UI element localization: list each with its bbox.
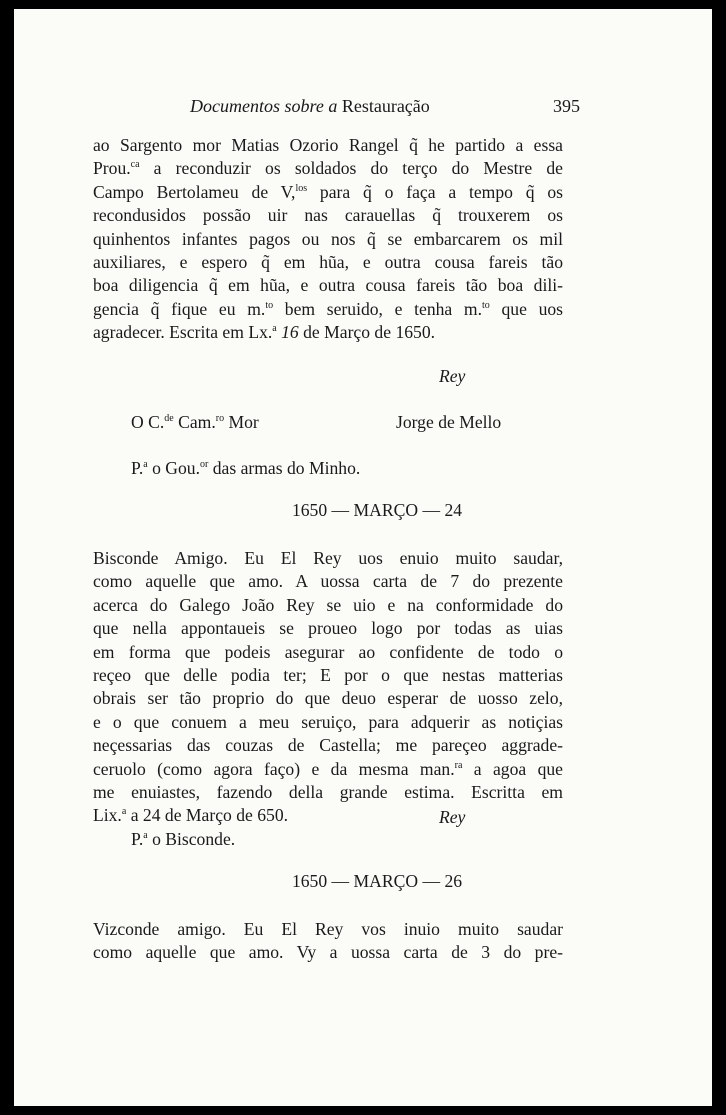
text-line: Campo Bertolameu de V,$^{los}$ para q̃ o faça a tempo q̃ os [93,181,563,202]
letter2-signature: Rey [439,807,466,827]
text-line: Lix.$^a$ a 24 de Março de 650. [93,805,289,826]
text-line: agradecer. Escrita em Lx.$^a$ 16 de Março de 1650. [93,322,436,343]
text-line: em forma que podeis asegurar ao confidente de todo o [93,641,563,662]
text-line: reçeo que delle podia ter; E por o que nestas matterias [93,664,563,685]
letter1-address: P.$^a$ o Gou.$^{or}$ das armas do Minho. [131,458,361,478]
letter1-signature: Rey [439,366,466,386]
letter3-date: 1650 — MARÇO — 26 [291,871,463,891]
text-line: Prou.$^{ca}$ a reconduzir os soldados do terço do Mestre de [93,158,563,179]
text-line: boa diligencia q̃ em hũa, e outra cousa fareis tão boa dili- [93,275,563,296]
text-line: auxiliares, e espero q̃ em hũa, e outra cousa fareis tão [93,251,563,272]
letter1-body [93,134,563,345]
text-line: Bisconde Amigo. Eu El Rey uos enuio muito saudar, [93,548,563,568]
text-line: quinhentos infantes pagos ou nos q̃ se embarcarem os mil [93,228,563,249]
book-page [14,9,712,1106]
letter2-body [93,547,563,828]
text-line: neçessarias das couzas de Castella; me pareçeo aggrade- [93,735,563,756]
text-line: ceruolo (como agora faço) e da mesma man.$^{ra}$ a agoa que [93,758,563,779]
letter2-address: P.$^a$ o Bisconde. [131,829,236,849]
letter2-date: 1650 — MARÇO — 24 [291,500,463,520]
text-line: me enuiastes, fazendo della grande estima. Escritta em [93,781,563,802]
letter1-right-signatory: Jorge de Mello [396,412,502,432]
header-title: Documentos sobre a Restauração [190,96,430,116]
running-header [190,94,580,118]
text-line: acerca do Galego João Rey se uio e na conformidade do [93,594,563,615]
text-line: gencia q̃ fique eu m.$^{to}$ bem seruido, e tenha m.$^{to}$ que uos [93,298,564,319]
text-line: como aquelle que amo. Vy a uossa carta de 3 do pre- [93,942,563,963]
letter1-left-signatory: O C.$^{de}$ Cam.$^{ro}$ Mor [131,412,259,432]
text-line: obrais ser tão proprio do que deuo esperar de uosso zelo, [93,688,563,709]
text-line: que nella appontaueis se proueo logo por todas as uias [93,618,563,639]
text-line: como aquelle que amo. A uossa carta de 7 do prezente [93,571,563,592]
text-line: e o que conuem a meu seruiço, para adquerir as notiçias [93,711,563,732]
text-line: ao Sargento mor Matias Ozorio Rangel q̃ he partido a essa [93,135,563,155]
text-line: Vizconde amigo. Eu El Rey vos inuio muito saudar [93,919,563,939]
text-line: recondusidos possão uir nas carauellas q̃ trouxerem os [93,205,563,226]
page-number: 395 [553,96,580,116]
letter3-body [93,918,563,965]
